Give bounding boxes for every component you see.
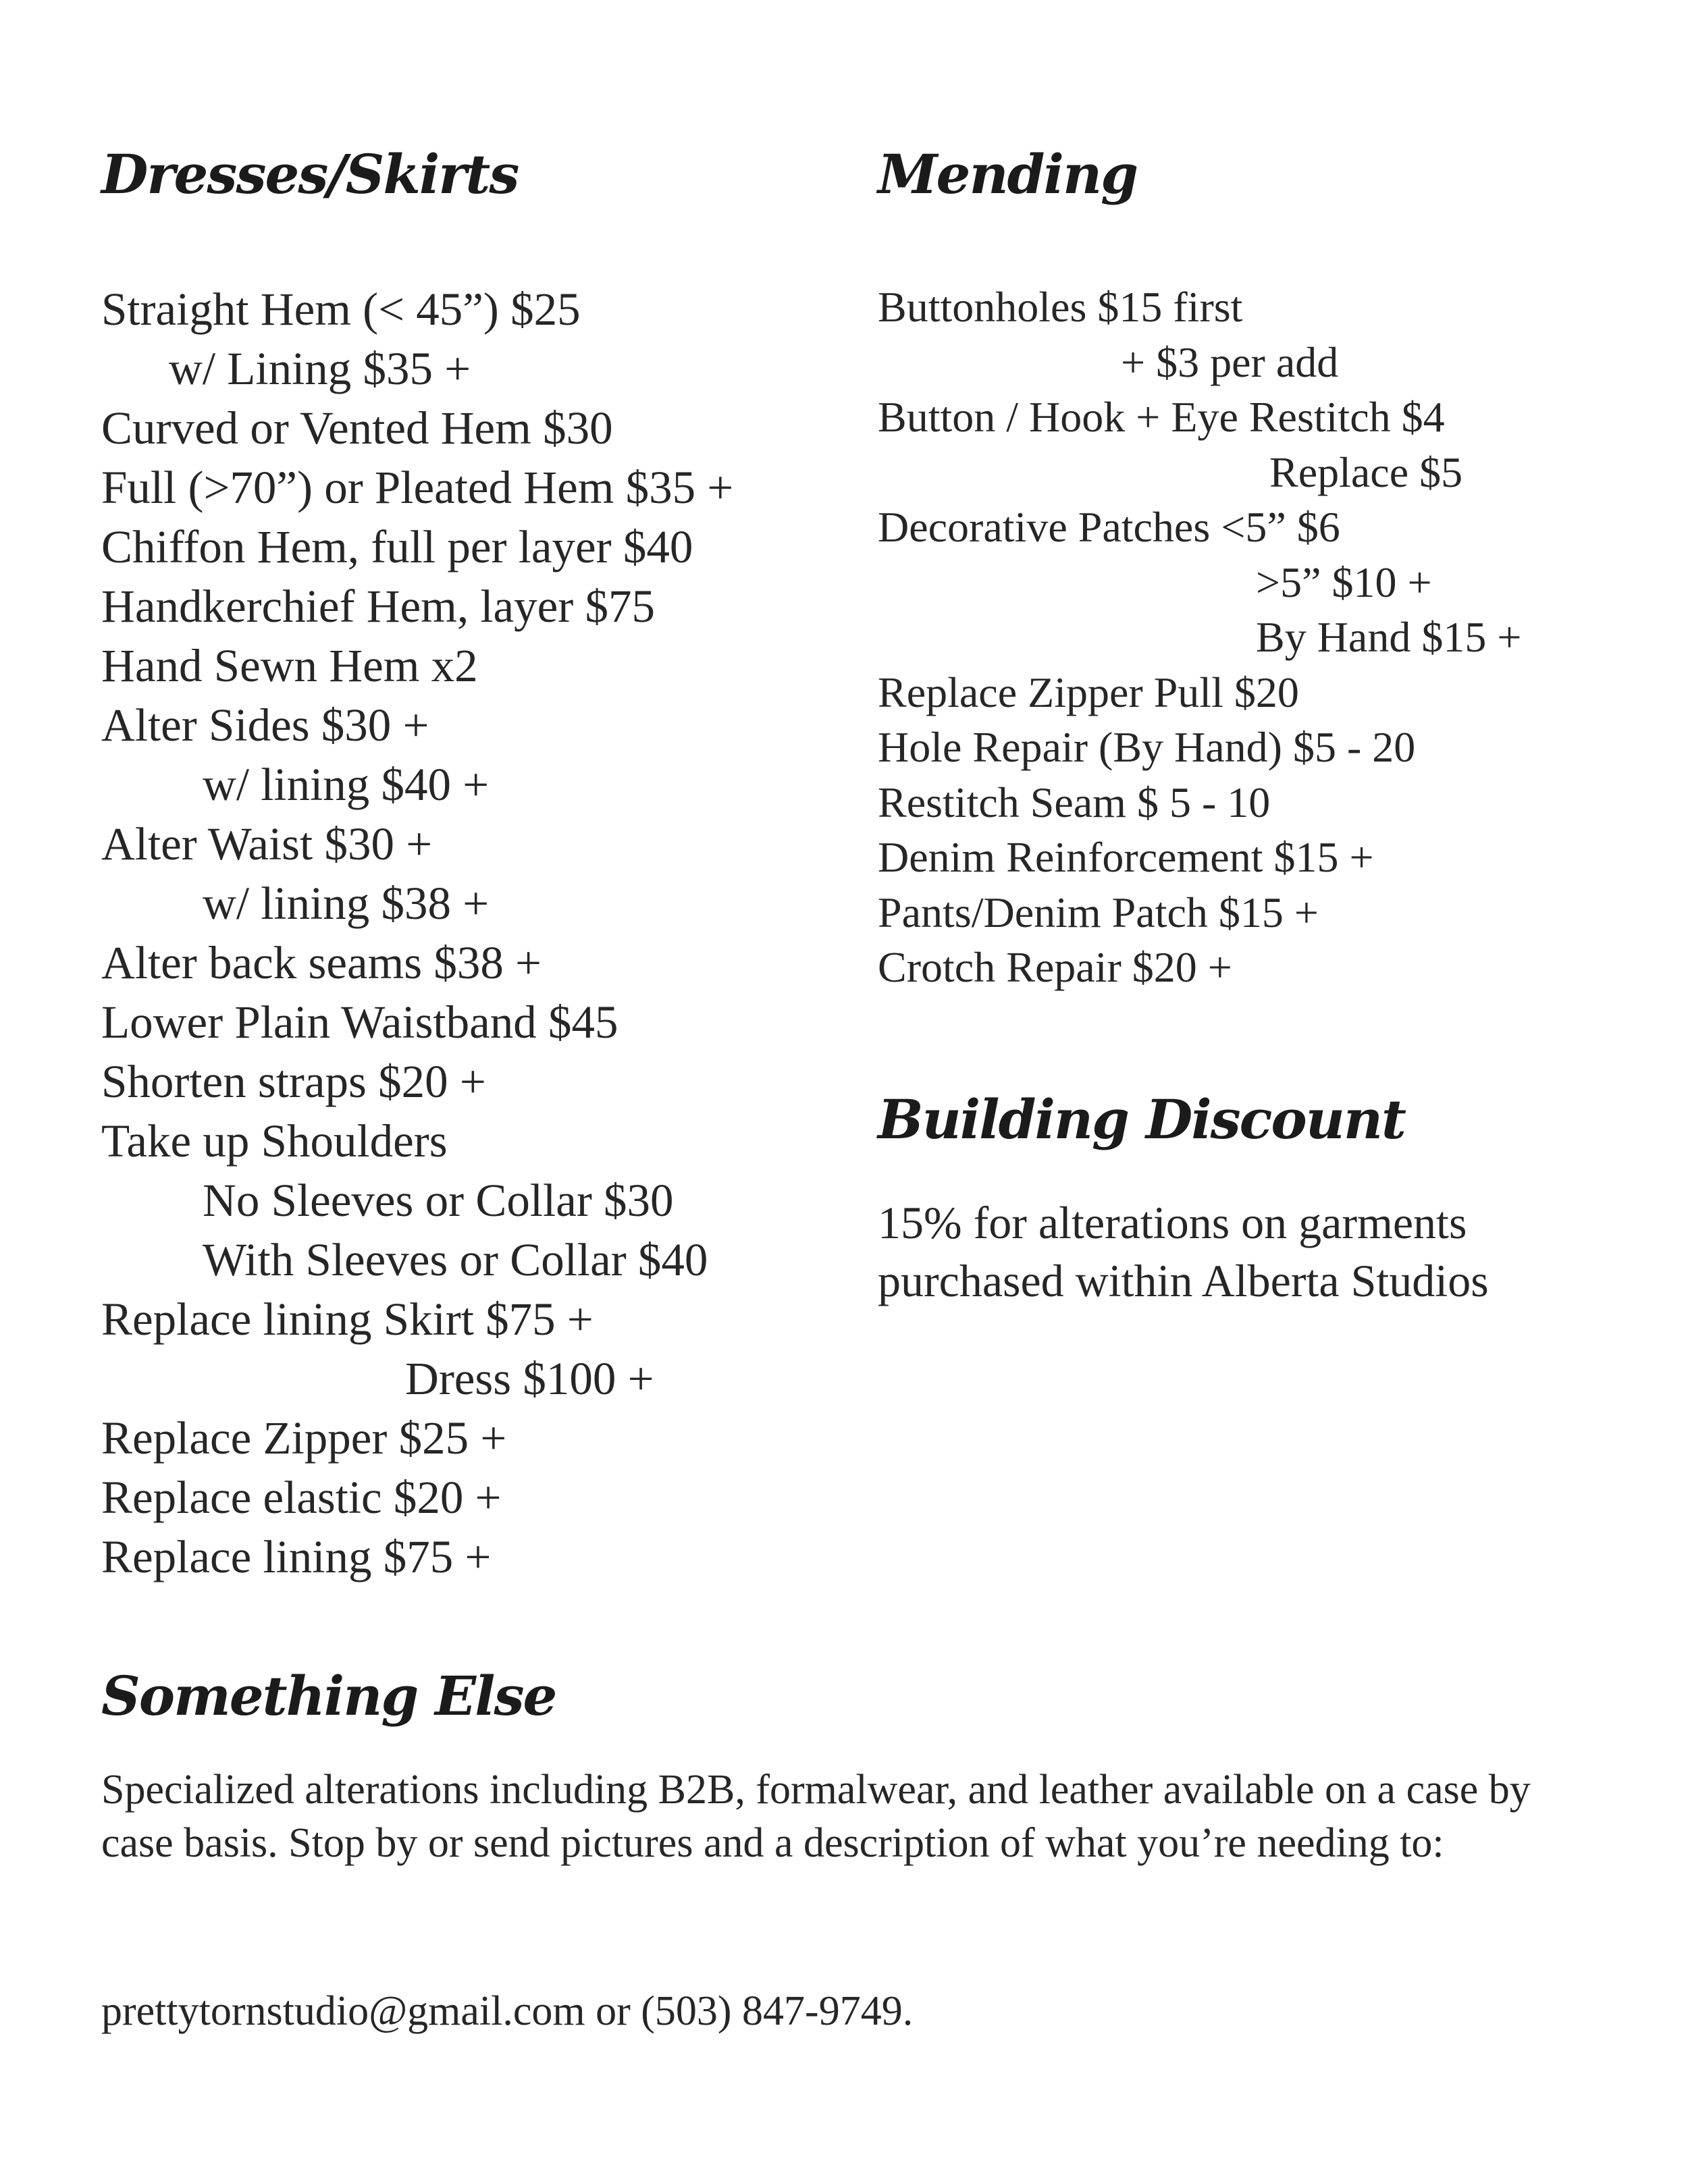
price-item: Take up Shoulders	[101, 1115, 448, 1167]
contact-info: prettytornstudio@gmail.com or (503) 847-9749.	[101, 1988, 914, 2034]
price-item: By Hand $15 +	[1256, 613, 1522, 661]
dresses-skirts-heading: Dresses/Skirts	[101, 142, 519, 206]
price-item: Dress $100 +	[405, 1353, 654, 1404]
price-item: Buttonholes $15 first	[878, 283, 1243, 331]
price-item: Replace lining $75 +	[101, 1531, 492, 1582]
price-item: Pants/Denim Patch $15 +	[878, 888, 1319, 936]
something-else-heading: Something Else	[101, 1664, 556, 1728]
building-discount-heading: Building Discount	[878, 1088, 1405, 1151]
price-item: Replace $5	[1269, 448, 1463, 496]
price-item: Alter back seams $38 +	[101, 937, 542, 988]
price-item: Denim Reinforcement $15 +	[878, 833, 1374, 881]
something-else-description: Specialized alterations including B2B, formalwear, and leather available on a case by case basis. Stop by or send pictures and a description of what you’re needing to:	[101, 1767, 1531, 1866]
mending-heading: Mending	[878, 142, 1138, 206]
price-item: Full (>70”) or Pleated Hem $35 +	[101, 462, 734, 513]
price-item: Restitch Seam $ 5 - 10	[878, 778, 1271, 826]
mending-price-list	[878, 279, 1654, 995]
price-item: Replace Zipper $25 +	[101, 1412, 507, 1464]
price-item: Alter Sides $30 +	[101, 699, 429, 751]
price-item: w/ Lining $35 +	[169, 343, 471, 394]
price-item: With Sleeves or Collar $40	[203, 1234, 708, 1285]
price-item: + $3 per add	[1121, 338, 1339, 386]
price-item: Decorative Patches <5” $6	[878, 503, 1340, 551]
price-item: w/ lining $40 +	[203, 759, 490, 810]
price-item: >5” $10 +	[1256, 558, 1432, 606]
price-item: Replace elastic $20 +	[101, 1472, 502, 1523]
building-discount-text: 15% for alterations on garments purchased within Alberta Studios	[878, 1197, 1489, 1306]
price-item: Alter Waist $30 +	[101, 818, 433, 870]
price-item: Crotch Repair $20 +	[878, 943, 1232, 991]
price-item: Button / Hook + Eye Restitch $4	[878, 393, 1445, 441]
price-item: Shorten straps $20 +	[101, 1056, 486, 1107]
price-item: Replace lining Skirt $75 +	[101, 1294, 594, 1345]
price-item: w/ lining $38 +	[203, 878, 490, 929]
price-item: No Sleeves or Collar $30	[203, 1175, 674, 1226]
price-item: Chiffon Hem, full per layer $40	[101, 521, 693, 572]
price-item: Curved or Vented Hem $30	[101, 402, 613, 454]
price-item: Handkerchief Hem, layer $75	[101, 581, 655, 632]
dresses-skirts-price-list	[101, 279, 885, 1587]
price-item: Hole Repair (By Hand) $5 - 20	[878, 723, 1416, 771]
price-item: Replace Zipper Pull $20	[878, 668, 1299, 716]
price-item: Hand Sewn Hem x2	[101, 640, 478, 691]
price-item: Lower Plain Waistband $45	[101, 996, 618, 1048]
price-item: Straight Hem (< 45”) $25	[101, 284, 581, 335]
